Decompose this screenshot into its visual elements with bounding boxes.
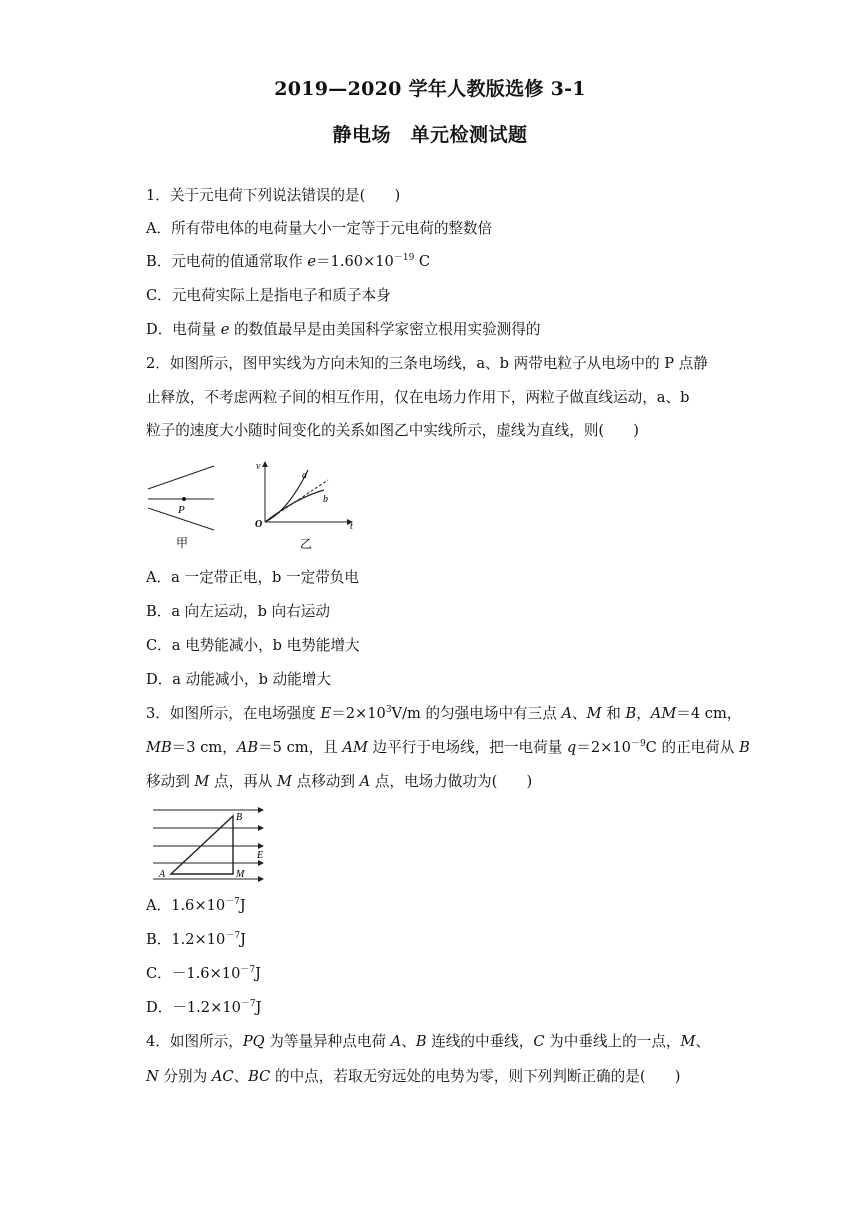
q2-option-d: D．a 动能减小，b 动能增大: [146, 671, 331, 688]
q3-stem-line2: MB＝3 cm，AB＝5 cm，且 AM 边平行于电场线，把一电荷量 $q=2\times 10^{-9}C$ 的正电荷从 B: [146, 739, 750, 756]
q2-fig-yi-curve-b-label: b: [323, 494, 328, 505]
q3-stem-line1: 3．如图所示，在电场强度 $E=2\times 10^3V/m$ 的匀强电场中有三点 A、M 和 B，AM＝4 cm，: [146, 705, 742, 722]
q3-option-b: B．$1.2\times 10^{-7}J$: [146, 931, 246, 948]
q3-option-a: A．$1.6\times 10^{-7}J$: [146, 897, 246, 914]
q2-fig-yi-y-axis-label: v: [256, 461, 261, 472]
q4-stem-line1: 4．如图所示，PQ 为等量异种点电荷 A、B 连线的中垂线，C 为中垂线上的一点，M、: [146, 1033, 711, 1050]
q2-stem-line3: 粒子的速度大小随时间变化的关系如图乙中实线所示，虚线为直线，则( ): [146, 422, 639, 439]
q2-option-a: A．a 一定带正电，b 一定带负电: [146, 569, 359, 586]
q2-stem-line1: 2．如图所示，图甲实线为方向未知的三条电场线，a、b 两带电粒子从电场中的 P 点静: [146, 355, 708, 372]
page-title: 2019—2020 学年人教版选修 3-1: [274, 78, 586, 100]
q2-fig-yi-caption: 乙: [300, 537, 313, 551]
q1-option-a: A．所有带电体的电荷量大小一定等于元电荷的整数倍: [146, 220, 493, 237]
q3-fig-label-e: E: [257, 850, 264, 861]
q2-fig-yi-origin-label: O: [255, 519, 263, 530]
page-subtitle: 静电场 单元检测试题: [332, 124, 528, 146]
q2-figure-yi: [248, 456, 366, 552]
q2-option-c: C．a 电势能减小，b 电势能增大: [146, 637, 360, 654]
q2-stem-line2: 止释放，不考虑两粒子间的相互作用，仅在电场力作用下，两粒子做直线运动，a、b: [146, 389, 690, 406]
q3-stem-line3: 移动到 M 点，再从 M 点移动到 A 点，电场力做功为( ): [146, 773, 533, 790]
q3-figure: [145, 806, 270, 886]
q3-fig-label-m: M: [236, 869, 245, 880]
q2-option-b: B．a 向左运动，b 向右运动: [146, 603, 330, 620]
q2-figure-jia: [140, 458, 230, 550]
q1-option-d: D．电荷量 e 的数值最早是由美国科学家密立根用实验测得的: [146, 321, 541, 338]
q3-fig-label-b: B: [236, 812, 243, 823]
q2-fig-yi-curve-a-label: a: [302, 470, 307, 481]
q2-fig-jia-point-label: P: [178, 504, 185, 516]
q1-stem: 1．关于元电荷下列说法错误的是( ): [146, 187, 401, 204]
q3-fig-label-a: A: [159, 869, 166, 880]
q1-option-c: C．元电荷实际上是指电子和质子本身: [146, 287, 391, 304]
q3-option-d: D．$-1.2\times 10^{-7}J$: [146, 999, 262, 1016]
q3-option-c: C．$-1.6\times 10^{-7}J$: [146, 965, 261, 982]
q2-fig-jia-caption: 甲: [176, 536, 189, 550]
q4-stem-line2: N 分别为 AC、BC 的中点，若取无穷远处的电势为零，则下列判断正确的是( ): [146, 1068, 681, 1085]
q1-option-b: B．元电荷的值通常取作 $e=1.60\times 10^{-19}$ C: [146, 253, 431, 270]
q2-fig-yi-x-axis-label: t: [350, 521, 353, 532]
